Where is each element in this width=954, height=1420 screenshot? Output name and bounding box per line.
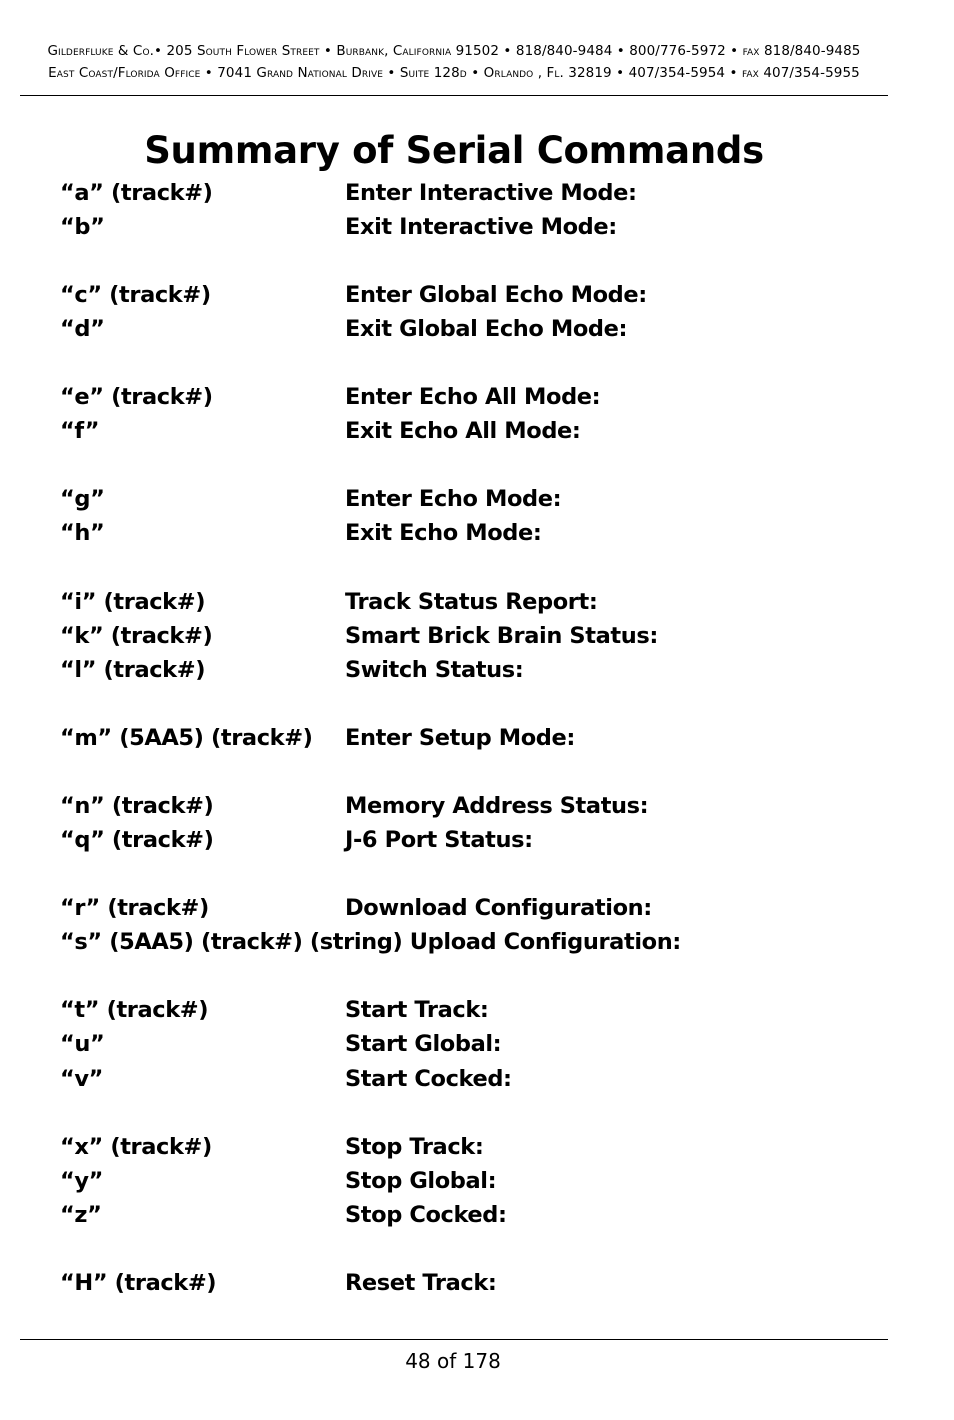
command-code: “a” (track#) [60, 180, 213, 206]
command-description: Switch Status: [345, 657, 524, 683]
command-row [0, 1266, 954, 1300]
command-code: “e” (track#) [60, 384, 213, 410]
command-description: Start Cocked: [345, 1066, 512, 1092]
command-description: Track Status Report: [345, 589, 598, 615]
command-row [0, 380, 954, 414]
command-row [0, 516, 954, 550]
command-description: Exit Echo Mode: [345, 520, 542, 546]
letterhead-line-1: Gilderfluke & Co.• 205 South Flower Street • Burbank, California 91502 • 818/840-9484 • 800/776-5972 • fax 818/840-9485 [47, 43, 861, 59]
command-description: Smart Brick Brain Status: [345, 623, 658, 649]
command-code: “i” (track#) [60, 589, 206, 615]
command-row [0, 653, 954, 687]
command-code: “f” [60, 418, 100, 444]
command-row [0, 1164, 954, 1198]
command-row [0, 210, 954, 244]
page-title: Summary of Serial Commands [144, 129, 764, 172]
command-description: Enter Interactive Mode: [345, 180, 637, 206]
command-code: “l” (track#) [60, 657, 206, 683]
command-row [0, 823, 954, 857]
command-description: Reset Track: [345, 1270, 497, 1296]
command-description: Enter Echo All Mode: [345, 384, 601, 410]
command-code: “h” [60, 520, 105, 546]
command-code: “y” [60, 1168, 104, 1194]
command-row [0, 1027, 954, 1061]
command-description: Enter Setup Mode: [345, 725, 575, 751]
command-code: “t” (track#) [60, 997, 209, 1023]
command-code: “z” [60, 1202, 102, 1228]
command-description: Exit Echo All Mode: [345, 418, 581, 444]
command-row [0, 925, 954, 959]
command-code: “u” [60, 1031, 105, 1057]
footer-divider [20, 1339, 888, 1340]
command-description: Memory Address Status: [345, 793, 649, 819]
command-row [0, 414, 954, 448]
command-code: “m” (5AA5) (track#) [60, 725, 313, 751]
command-code: “g” [60, 486, 105, 512]
command-row [0, 721, 954, 755]
command-code: “s” (5AA5) (track#) (string) Upload Configuration: [60, 929, 681, 955]
command-row [0, 1198, 954, 1232]
command-code: “r” (track#) [60, 895, 209, 921]
command-description: Enter Echo Mode: [345, 486, 562, 512]
command-code: “k” (track#) [60, 623, 213, 649]
command-code: “n” (track#) [60, 793, 214, 819]
command-code: “H” (track#) [60, 1270, 217, 1296]
command-row [0, 585, 954, 619]
command-description: J-6 Port Status: [345, 827, 533, 853]
command-row [0, 1130, 954, 1164]
command-row [0, 278, 954, 312]
letterhead-line-2: East Coast/Florida Office • 7041 Grand National Drive • Suite 128d • Orlando , Fl. 32819 • 407/354-5954 • fax 407/354-5955 [48, 65, 860, 81]
command-row [0, 482, 954, 516]
command-row [0, 789, 954, 823]
command-description: Stop Global: [345, 1168, 497, 1194]
command-row [0, 312, 954, 346]
command-description: Download Configuration: [345, 895, 652, 921]
command-code: “d” [60, 316, 105, 342]
command-description: Exit Interactive Mode: [345, 214, 617, 240]
command-row [0, 891, 954, 925]
command-code: “b” [60, 214, 105, 240]
command-description: Exit Global Echo Mode: [345, 316, 628, 342]
command-description: Stop Cocked: [345, 1202, 507, 1228]
page-number: 48 of 178 [405, 1349, 501, 1373]
command-description: Enter Global Echo Mode: [345, 282, 647, 308]
command-row [0, 619, 954, 653]
command-code: “c” (track#) [60, 282, 211, 308]
command-code: “v” [60, 1066, 104, 1092]
command-row [0, 993, 954, 1027]
command-description: Stop Track: [345, 1134, 484, 1160]
command-description: Start Global: [345, 1031, 502, 1057]
command-row [0, 176, 954, 210]
command-code: “q” (track#) [60, 827, 214, 853]
command-description: Start Track: [345, 997, 489, 1023]
command-code: “x” (track#) [60, 1134, 212, 1160]
command-row [0, 1062, 954, 1096]
